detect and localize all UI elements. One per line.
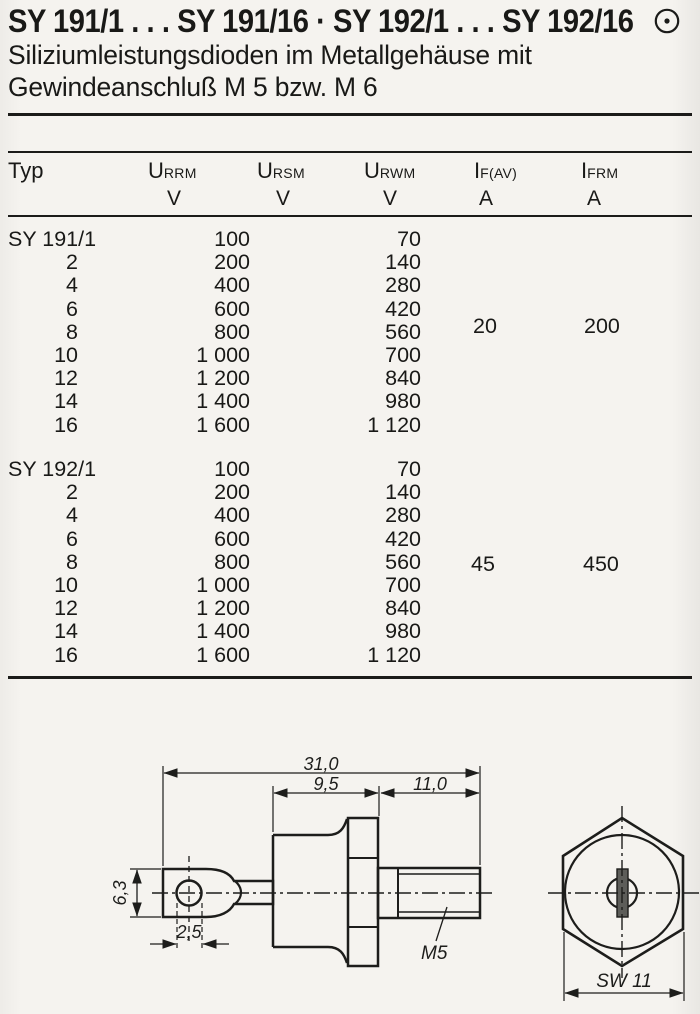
- cell-urrm: 1 400: [196, 619, 250, 644]
- subtitle-line-2: Gewindeanschluß M 5 bzw. M 6: [8, 72, 378, 102]
- cell-urrm: 800: [214, 549, 250, 574]
- cell-typ: 4: [66, 503, 78, 528]
- column-header-urwm: URWM V: [364, 158, 416, 210]
- cell-urwm: 140: [385, 480, 421, 505]
- cell-urrm: 1 200: [196, 366, 250, 391]
- cell-typ: SY 192/1: [8, 457, 97, 481]
- body-bottom: [273, 947, 347, 963]
- subtitle-line-1: Siliziumleistungsdioden im Metallgehäuse mit: [8, 40, 532, 70]
- cell-typ: 12: [54, 366, 78, 391]
- cell-urwm: 1 120: [367, 642, 421, 667]
- dim-label-hole: 2,5: [176, 922, 202, 942]
- cell-urwm: 980: [385, 619, 421, 644]
- cell-urrm: 600: [214, 526, 250, 551]
- wrench-size-label: SW 11: [596, 971, 652, 992]
- cell-typ: 10: [54, 572, 78, 597]
- table-top-rule: [8, 151, 692, 153]
- ifrm-value-sy191: 200: [584, 314, 620, 338]
- cell-urwm: 70: [397, 457, 421, 481]
- cell-urwm: 560: [385, 319, 421, 344]
- table-row: [8, 458, 568, 481]
- cell-urwm: 280: [385, 273, 421, 298]
- column-header-urrm: URRM V: [148, 158, 197, 210]
- column-header-typ: Typ: [8, 158, 44, 183]
- column-header-ursm: URSM V: [257, 158, 305, 210]
- divider-top: [8, 113, 692, 116]
- cell-typ: 10: [54, 342, 78, 367]
- cell-typ: 2: [66, 480, 78, 505]
- cell-urrm: 1 000: [196, 342, 250, 367]
- ifrm-value-sy192: 450: [583, 552, 619, 576]
- cell-urwm: 700: [385, 572, 421, 597]
- cell-urwm: 560: [385, 549, 421, 574]
- cell-urrm: 800: [214, 319, 250, 344]
- table-row: [8, 367, 568, 390]
- cell-urrm: 100: [214, 457, 250, 481]
- page-subtitle: [8, 39, 532, 103]
- cell-urrm: 1 000: [196, 572, 250, 597]
- body-top: [273, 819, 347, 835]
- table-row: [8, 574, 568, 597]
- cell-typ: 12: [54, 596, 78, 621]
- cell-typ: 14: [54, 619, 78, 644]
- table-row: [8, 620, 568, 643]
- cell-typ: 16: [54, 642, 78, 667]
- cell-urwm: 140: [385, 250, 421, 275]
- cell-urwm: 70: [397, 227, 421, 251]
- table-bottom-rule: [8, 676, 692, 679]
- cell-urwm: 840: [385, 596, 421, 621]
- cell-urrm: 200: [214, 480, 250, 505]
- cell-urwm: 420: [385, 526, 421, 551]
- column-header-ifrm: IFRM A: [581, 158, 619, 210]
- cell-urrm: 200: [214, 250, 250, 275]
- cell-urrm: 100: [214, 227, 250, 251]
- table-header-rule: [8, 215, 692, 217]
- circled-dot-icon: [653, 7, 683, 37]
- cell-urwm: 420: [385, 296, 421, 321]
- table-row: [8, 481, 568, 504]
- cell-urwm: 980: [385, 389, 421, 414]
- hex-flange: [348, 818, 378, 966]
- cell-urwm: 1 120: [367, 412, 421, 437]
- table-row: [8, 274, 568, 297]
- thread-label: M5: [421, 943, 448, 964]
- dim-label-lug: 6,3: [110, 880, 130, 906]
- cell-urrm: 1 400: [196, 389, 250, 414]
- cell-typ: 4: [66, 273, 78, 298]
- table-row: [8, 414, 568, 437]
- dim-label-stud: 11,0: [413, 774, 447, 794]
- table-row: [8, 228, 568, 251]
- dim-label-body: 9,5: [313, 774, 339, 794]
- cell-typ: SY 191/1: [8, 227, 97, 251]
- table-row: [8, 597, 568, 620]
- cell-urwm: 840: [385, 366, 421, 391]
- cell-urrm: 400: [214, 503, 250, 528]
- cell-urrm: 1 200: [196, 596, 250, 621]
- table-row: [8, 504, 568, 527]
- cell-typ: 2: [66, 250, 78, 275]
- cell-typ: 6: [66, 296, 78, 321]
- cell-typ: 8: [66, 549, 78, 574]
- cell-typ: 16: [54, 412, 78, 437]
- table-row: [8, 390, 568, 413]
- cell-urwm: 280: [385, 503, 421, 528]
- column-header-ifav: IF(AV) A: [474, 158, 518, 210]
- table-row: [8, 251, 568, 274]
- cell-typ: 8: [66, 319, 78, 344]
- ifav-value-sy192: 45: [471, 552, 495, 576]
- cell-typ: 14: [54, 389, 78, 414]
- dim-label-overall: 31,0: [303, 754, 339, 774]
- cell-urrm: 400: [214, 273, 250, 298]
- package-outline-drawing: [0, 684, 700, 1014]
- table-row: [8, 644, 568, 667]
- table-row: [8, 344, 568, 367]
- cell-typ: 6: [66, 526, 78, 551]
- page-title: SY 191/1 . . . SY 191/16 · SY 192/1 . . . SY 192/16: [8, 3, 634, 39]
- cell-urrm: 1 600: [196, 642, 250, 667]
- cell-urwm: 700: [385, 342, 421, 367]
- table-row: [8, 528, 568, 551]
- cell-urrm: 1 600: [196, 412, 250, 437]
- cell-urrm: 600: [214, 296, 250, 321]
- ifav-value-sy191: 20: [473, 314, 497, 338]
